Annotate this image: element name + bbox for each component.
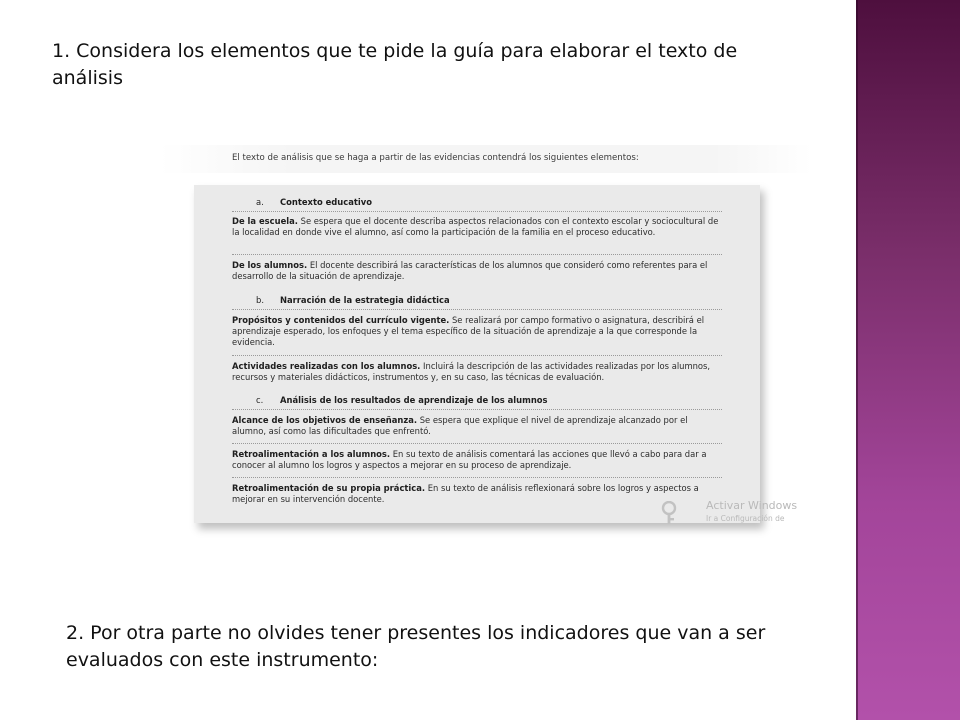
slide-footer-text: 2. Por otra parte no olvides tener presentes los indicadores que van a ser evaluados con este instrumento: [66,622,766,671]
slide-heading: 1. Considera los elementos que te pide la guía para elaborar el texto de análisis [52,40,738,89]
item-bold: Retroalimentación de su propia práctica. [232,483,426,493]
item-escuela [232,216,722,238]
item-text: Se realizará por campo formativo o asignatura, describirá el aprendizaje esperado, los enfoques y el tema específico de la situación de aprendizaje a la que corresponde la evidencia. [232,315,705,348]
item-text: En su texto de análisis reflexionará sobre los logros y aspectos a mejorar en su intervención docente. [232,483,699,505]
divider [232,254,722,255]
section-heading-c [256,395,696,405]
section-letter: b. [256,295,264,305]
item-alcance [232,415,722,437]
divider [232,309,722,310]
divider [232,355,722,356]
item-text: Se espera que el docente describa aspectos relacionados con el contexto escolar y sociocultural de la localidad en donde vive el alumno, así como la participación de la familia en el proceso educativo. [232,216,719,238]
section-heading-b [256,295,696,305]
item-alumnos [232,260,722,282]
section-letter: c. [256,395,264,405]
key-icon [658,501,680,525]
side-band-rule [856,0,858,720]
document-panel [194,185,760,523]
item-bold: Retroalimentación a los alumnos. [232,449,391,459]
section-title: Narración de la estrategia didáctica [280,295,450,305]
item-propositos [232,315,722,349]
item-bold: Actividades realizadas con los alumnos. [232,361,421,371]
divider [232,211,722,212]
item-retro-practica [232,483,722,505]
section-title: Contexto educativo [280,197,372,207]
activation-watermark [658,497,818,529]
document-image [160,145,812,531]
section-title: Análisis de los resultados de aprendizaje de los alumnos [280,395,548,405]
item-text: Se espera que explique el nivel de aprendizaje alcanzado por el alumno, así como las dificultades que enfrentó. [232,415,688,437]
divider [232,409,722,410]
item-text: En su texto de análisis comentará las acciones que llevó a cabo para dar a conocer al alumno los logros y aspectos a mejorar en su proceso de aprendizaje. [232,449,707,471]
item-actividades [232,361,722,383]
item-bold: Propósitos y contenidos del currículo vigente. [232,315,450,325]
item-bold: Alcance de los objetivos de enseñanza. [232,415,418,425]
decorative-side-band [856,0,960,720]
divider [232,477,722,478]
section-letter: a. [256,197,264,207]
watermark-title: Activar Windows [706,499,798,512]
watermark-subtitle: Ir a Configuración de [706,514,785,523]
item-retro-alumnos [232,449,722,471]
divider [232,443,722,444]
item-text: El docente describirá las características de los alumnos que consideró como referentes para el desarrollo de la situación de aprendizaje. [232,260,708,282]
section-heading-a [256,197,696,207]
item-bold: De la escuela. [232,216,298,226]
document-intro: El texto de análisis que se haga a partir de las evidencias contendrá los siguientes elementos: [232,153,639,163]
item-text: Incluirá la descripción de las actividades realizadas por los alumnos, recursos y materiales didácticos, instrumentos y, en su caso, las técnicas de evaluación. [232,361,711,383]
item-bold: De los alumnos. [232,260,308,270]
